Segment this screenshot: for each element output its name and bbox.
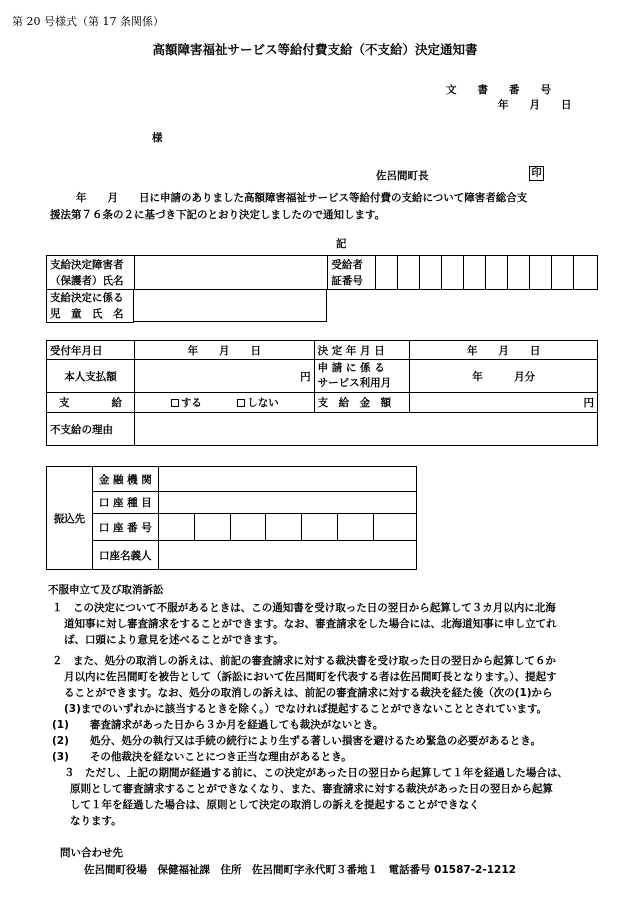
account-digit-cell[interactable] — [158, 514, 194, 541]
account-digit-cell[interactable] — [374, 514, 417, 541]
cert-number-label-2: 証番号 — [331, 274, 363, 287]
appeal-line: して１年を経過した場合は、原則として決定の取消しの訴えを提起することができなく — [70, 799, 480, 811]
appeal-line: ば、口頭により意見を述べることができます。 — [64, 634, 284, 646]
appeal-line: 道知事に対し審査請求をすることができます。なお、審査請求をした場合には、北海道知事に申し立てれ — [64, 618, 557, 630]
cert-digit-cell[interactable] — [442, 256, 464, 290]
cert-digit-cell[interactable] — [508, 256, 530, 290]
decision-date-label: 決 定 年 月 日 — [314, 341, 410, 360]
recipient-suffix: 様 — [152, 132, 163, 144]
appeal-line: (2) 処分、処分の執行又は手続の続行により生ずる著しい損害を避けるため緊急の必要があるとき。 — [52, 735, 541, 747]
contact-detail: 佐呂間町役場 保健福祉課 住所 佐呂間町字永代町３番地１ 電話番号 01587-2-1212 — [84, 864, 516, 876]
cert-digit-cell[interactable] — [420, 256, 442, 290]
child-name-label-1: 支給決定に係る — [50, 292, 124, 304]
account-holder-field[interactable] — [158, 541, 416, 570]
document-title: 高額障害福祉サービス等給付費支給（不支給）決定通知書 — [152, 42, 478, 57]
appeal-line: ３ ただし、上記の期間が経過する前に、この決定があった日の翌日から起算して１年を経過した場合は、 — [64, 767, 568, 779]
cert-number-label-1: 受給者 — [331, 258, 363, 271]
account-holder-label: 口座名義人 — [92, 541, 158, 570]
child-name-label-2: 児 童 氏 名 — [50, 308, 124, 320]
payment-field[interactable]: 円 — [134, 360, 314, 393]
account-number-label: 口 座 番 号 — [92, 514, 158, 541]
service-month-label — [314, 360, 410, 393]
pay-no-option[interactable] — [237, 397, 279, 409]
appeal-line: なります。 — [70, 815, 122, 827]
checkbox-icon[interactable] — [237, 399, 245, 407]
account-digit-cell[interactable] — [230, 514, 266, 541]
pay-label: 支 給 — [47, 393, 135, 413]
cert-digit-cell[interactable] — [573, 256, 597, 290]
appeal-heading: 不服申立て及び取消訴訟 — [48, 584, 164, 596]
person-name-field[interactable] — [134, 256, 328, 290]
cert-digit-cell[interactable] — [530, 256, 552, 290]
reason-label: 不支給の理由 — [47, 413, 135, 446]
pay-options — [134, 393, 314, 413]
pay-yes-option[interactable] — [171, 397, 202, 409]
cert-digit-cell[interactable] — [486, 256, 508, 290]
service-month-label-2: サービス利用月 — [317, 377, 392, 389]
checkbox-icon[interactable] — [171, 399, 179, 407]
service-month-field[interactable]: 年 月分 — [410, 360, 598, 393]
appeal-line: (3)までのいずれかに該当するときを除く。）でなければ提起することができないこととされています。 — [64, 703, 548, 715]
appeal-line: ２ また、処分の取消しの訴えは、前記の審査請求に対する裁決書を受け取った日の翌日から起算して６か — [52, 655, 556, 667]
cert-digit-cell[interactable] — [551, 256, 573, 290]
account-type-field[interactable] — [158, 492, 416, 514]
ki-heading: 記 — [336, 238, 347, 250]
recipient-table — [46, 255, 598, 290]
person-name-label-1: 支給決定障害者 — [50, 258, 124, 271]
appeal-line: (3) その他裁決を経ないことにつき正当な理由があるとき。 — [52, 751, 352, 763]
person-name-label — [47, 256, 135, 290]
cert-digit-cell[interactable] — [464, 256, 486, 290]
bank-label: 金 融 機 関 — [92, 467, 158, 492]
child-name-field[interactable] — [133, 289, 327, 322]
account-type-label: 口 座 種 目 — [92, 492, 158, 514]
pay-yes-label: する — [180, 397, 202, 409]
decision-date-field[interactable]: 年 月 日 — [410, 341, 598, 360]
seal-mark — [529, 166, 544, 181]
cert-digit-cell[interactable] — [376, 256, 398, 290]
person-name-label-2: （保護者）氏名 — [50, 274, 124, 287]
account-digit-cell[interactable] — [194, 514, 230, 541]
transfer-label: 振込先 — [47, 467, 93, 570]
seal-icon: 印 — [529, 166, 544, 181]
bank-field[interactable] — [158, 467, 416, 492]
form-number: 第 20 号様式（第 17 条関係） — [12, 15, 164, 28]
bank-table — [46, 466, 417, 570]
received-date-label: 受付年月日 — [47, 341, 135, 360]
amount-label: 支 給 金 額 — [314, 393, 410, 413]
appeal-line: １ この決定について不服があるときは、この通知書を受け取った日の翌日から起算して３カ月以内に北海 — [52, 602, 556, 614]
amount-field[interactable]: 円 — [410, 393, 598, 413]
pay-no-label: しない — [247, 397, 279, 409]
child-name-label — [47, 290, 134, 323]
cert-number-label — [328, 256, 376, 290]
service-month-label-1: 申 請 に 係 る — [317, 362, 385, 374]
account-digit-cell[interactable] — [338, 514, 374, 541]
intro-line-1: 年 月 日に申請のありました高額障害福祉サービス等給付費の支給について障害者総合支 — [76, 192, 528, 204]
decision-table — [46, 340, 598, 446]
cert-digit-cell[interactable] — [398, 256, 420, 290]
date-label: 年 月 日 — [498, 99, 572, 111]
issuer-name: 佐呂間町長 — [376, 170, 429, 182]
account-digit-cell[interactable] — [266, 514, 302, 541]
appeal-line: 月以内に佐呂間町を被告として（訴訟において佐呂間町を代表する者は佐呂間町長となります。）、提起す — [64, 671, 557, 683]
child-table — [46, 289, 134, 323]
reason-field[interactable] — [134, 413, 597, 446]
appeal-line: ることができます。なお、処分の取消しの訴えは、前記の審査請求に対する裁決を経た後（次の(1)から — [64, 687, 553, 699]
received-date-field[interactable]: 年 月 日 — [134, 341, 314, 360]
appeal-line: 原則として審査請求することができなくなり、また、審査請求に対する裁決があった日の翌日から起算 — [70, 783, 553, 795]
intro-line-2: 援法第７６条の２に基づき下記のとおり決定しましたので通知します。 — [50, 209, 386, 221]
appeal-line: (1) 審査請求があった日から３か月を経過しても裁決がないとき。 — [52, 719, 384, 731]
payment-label: 本人支払額 — [47, 360, 135, 393]
account-digit-cell[interactable] — [302, 514, 338, 541]
doc-number-label: 文 書 番 号 — [446, 84, 551, 96]
contact-heading: 問い合わせ先 — [60, 847, 123, 859]
